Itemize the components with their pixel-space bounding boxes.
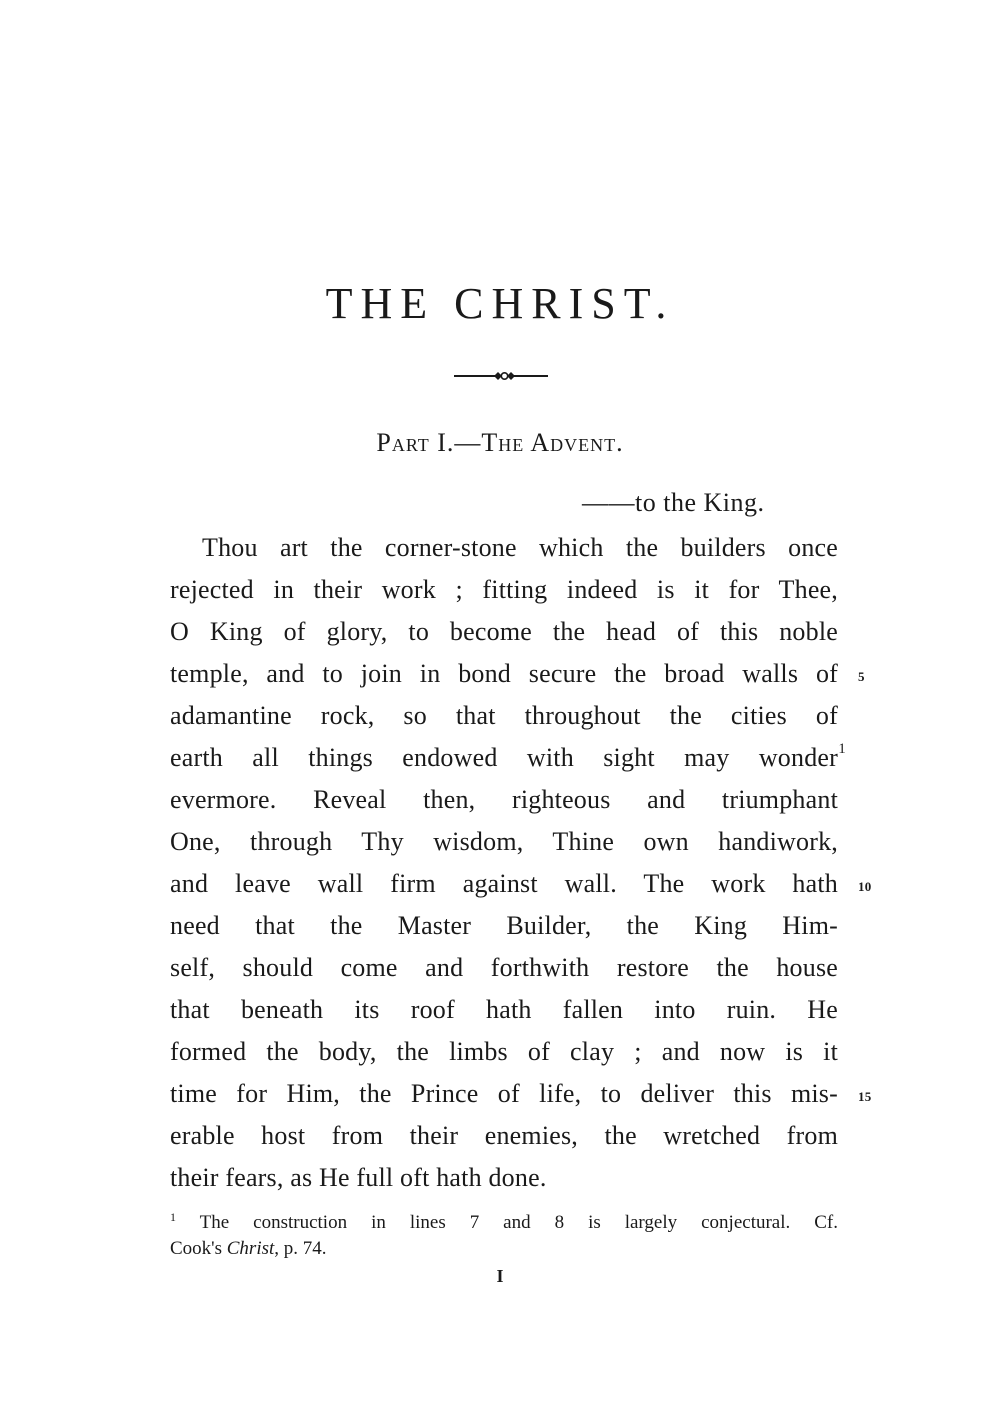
footnote [170, 1210, 838, 1262]
poem-line-text: One, through Thy wisdom, Thine own handiwork, [170, 827, 838, 856]
footnote-citation-suffix: , p. 74. [274, 1238, 327, 1259]
poem-line [170, 905, 838, 947]
part-label: Part I. [376, 428, 455, 457]
dash-diamond-ornament-icon [454, 368, 548, 384]
footnote-text: The construction in lines 7 and 8 is largely conjectural. Cf. [176, 1212, 838, 1233]
poem-line-text: Thou art the corner-stone which the builders once [202, 533, 838, 562]
poem-line-text: time for Him, the Prince of life, to deliver this mis- [170, 1079, 838, 1108]
poem-line [170, 947, 838, 989]
poem-line [170, 779, 838, 821]
poem-line-text: self, should come and forthwith restore the house [170, 953, 838, 982]
poem-line [170, 863, 872, 905]
poem-line [170, 569, 838, 611]
poem-line-text: that beneath its roof hath fallen into ruin. He [170, 995, 838, 1024]
poem-line: earth all things endowed with sight may wonder 1 [170, 737, 838, 779]
footnote-marker: 1 [170, 1210, 176, 1224]
poem-line-text: need that the Master Builder, the King Him- [170, 911, 838, 940]
poem-line [170, 695, 838, 737]
part-heading [0, 428, 1000, 458]
footnote-citation-prefix: Cook's [170, 1238, 227, 1259]
poem-body [170, 527, 872, 1199]
poem-line-text: their fears, as He full oft hath done. [170, 1163, 547, 1192]
footnote-line [170, 1236, 838, 1262]
poem-line [170, 1115, 838, 1157]
poem-line [170, 821, 838, 863]
poem-line [170, 611, 838, 653]
poem-line [170, 1073, 872, 1115]
line-number: 15 [858, 1089, 872, 1104]
poem-line-text: and leave wall firm against wall. The work hath [170, 869, 838, 898]
poem-line-text: temple, and to join in bond secure the broad walls of [170, 659, 838, 688]
section-label: The Advent. [481, 428, 624, 457]
footnote-line [170, 1210, 838, 1236]
page-title: THE CHRIST. [325, 279, 675, 328]
poem-line [170, 527, 838, 569]
poem-line-text: rejected in their work ; fitting indeed is it for Thee, [170, 575, 838, 604]
poem-line-text: O King of glory, to become the head of this noble [170, 617, 838, 646]
poem-line-text: earth all things endowed with sight may wonder [170, 743, 838, 772]
poem-line [170, 989, 838, 1031]
poem-line-text: adamantine rock, so that throughout the cities of [170, 701, 838, 730]
poem-line [170, 1031, 838, 1073]
poem-line [170, 653, 865, 695]
poem-line-text: erable host from their enemies, the wretched from [170, 1121, 838, 1150]
part-dash: — [454, 428, 482, 457]
line-number: 5 [858, 669, 865, 684]
poem-line-text: formed the body, the limbs of clay ; and now is it [170, 1037, 838, 1066]
line-number: 10 [858, 879, 872, 894]
page-number: I [496, 1266, 504, 1286]
footnote-citation-title: Christ [226, 1238, 275, 1259]
poem-line-text: evermore. Reveal then, righteous and triumphant [170, 785, 838, 814]
poem-line [170, 1157, 838, 1199]
dedication: ——to the King. [582, 488, 765, 517]
